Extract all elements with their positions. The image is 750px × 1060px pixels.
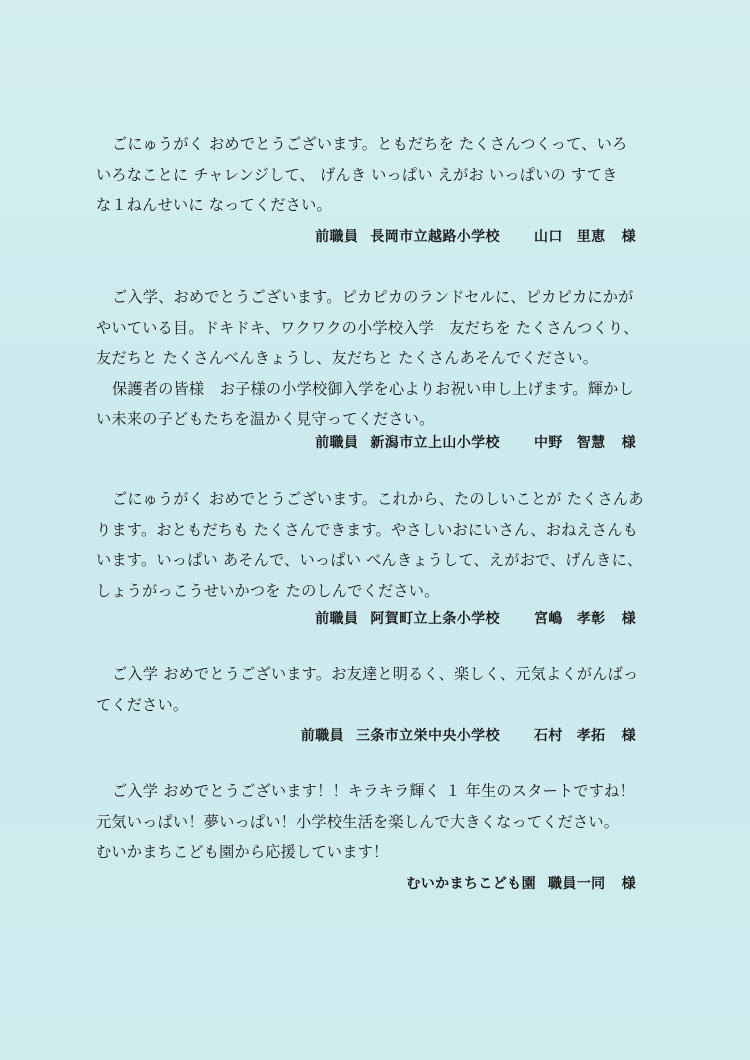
message-line: 友だちと たくさんべんきょうし、友だちと たくさんあそんでください。 bbox=[96, 349, 599, 368]
signature-school: 阿賀町立上条小学校 bbox=[370, 611, 500, 627]
signature-school: 三条市立栄中央小学校 bbox=[355, 728, 500, 744]
signature-honorific: 様 bbox=[621, 876, 636, 892]
message-line: ごにゅうがく おめでとうございます。ともだちを たくさんつくって、いろ bbox=[112, 135, 628, 153]
message-2 bbox=[96, 282, 644, 435]
signature-given-name: 孝彰 bbox=[576, 611, 606, 627]
signature-surname: 中野 bbox=[533, 435, 563, 451]
message-line: ごにゅうがく おめでとうございます。これから、たのしいことが たくさんあ bbox=[112, 490, 644, 508]
message-line: ご入学、おめでとうございます。ピカピカのランドセルに、ピカピカにかが bbox=[112, 288, 634, 306]
signature-3 bbox=[315, 608, 636, 628]
signature-role: 前職員 bbox=[315, 435, 359, 451]
message-line: てください。 bbox=[96, 695, 189, 714]
message-line: いろなことに チャレンジして、 げんき いっぱい えがお いっぱいの すてき bbox=[96, 165, 618, 184]
message-line: ご入学 おめでとうございます！！キラキラ輝く １ 年生のスタートですね！ bbox=[112, 782, 635, 800]
signature-2 bbox=[315, 432, 636, 452]
signature-honorific: 様 bbox=[621, 229, 636, 245]
signature-given-name: 智慧 bbox=[576, 435, 606, 451]
signature-surname: 宮嶋 bbox=[533, 611, 563, 627]
signature-honorific: 様 bbox=[621, 435, 636, 451]
message-4 bbox=[96, 659, 644, 720]
signature-5 bbox=[406, 873, 636, 893]
signature-role: 前職員 bbox=[315, 229, 359, 245]
signature-4 bbox=[301, 725, 636, 745]
message-line: むいかまちこども園から応援しています！ bbox=[96, 843, 389, 862]
message-1 bbox=[96, 129, 644, 221]
message-line: 元気いっぱい！夢いっぱい！小学校生活を楽しんで大きくなってください。 bbox=[96, 812, 620, 831]
signature-given-name: 孝拓 bbox=[576, 728, 606, 744]
message-line: ります。おともだちも たくさんできます。やさしいおにいさん、おねえさんも bbox=[96, 520, 639, 539]
message-line: い未来の子どもたちを温かく見守ってください。 bbox=[96, 410, 435, 429]
signature-given-name: 里恵 bbox=[576, 229, 606, 245]
message-line: な１ねんせいに なってください。 bbox=[96, 196, 332, 215]
signature-role: 前職員 bbox=[315, 611, 359, 627]
signature-role: 前職員 bbox=[300, 728, 344, 744]
signature-surname: 石村 bbox=[533, 728, 563, 744]
signature-school: 新潟市立上山小学校 bbox=[370, 435, 500, 451]
signature-honorific: 様 bbox=[621, 728, 636, 744]
signature-school: むいかまちこども園 bbox=[406, 876, 536, 892]
message-3 bbox=[96, 484, 644, 606]
signature-1 bbox=[315, 226, 636, 246]
signature-honorific: 様 bbox=[621, 611, 636, 627]
message-5 bbox=[96, 776, 644, 868]
message-line: しょうがっこうせいかつを たのしんでください。 bbox=[96, 581, 440, 600]
signature-staff: 職員一同 bbox=[547, 876, 606, 892]
message-line: います。いっぱい あそんで、いっぱい べんきょうして、えがおで、げんきに、 bbox=[96, 551, 643, 570]
signature-surname: 山口 bbox=[533, 229, 563, 245]
message-line: やいている目。ドキドキ、ワクワクの小学校入学 友だちを たくさんつくり、 bbox=[96, 318, 639, 337]
message-line: 保護者の皆様 お子様の小学校御入学を心よりお祝い申し上げます。輝かし bbox=[112, 379, 634, 398]
signature-school: 長岡市立越路小学校 bbox=[370, 229, 500, 245]
message-line: ご入学 おめでとうございます。お友達と明るく、楽しく、元気よくがんばっ bbox=[112, 665, 639, 683]
